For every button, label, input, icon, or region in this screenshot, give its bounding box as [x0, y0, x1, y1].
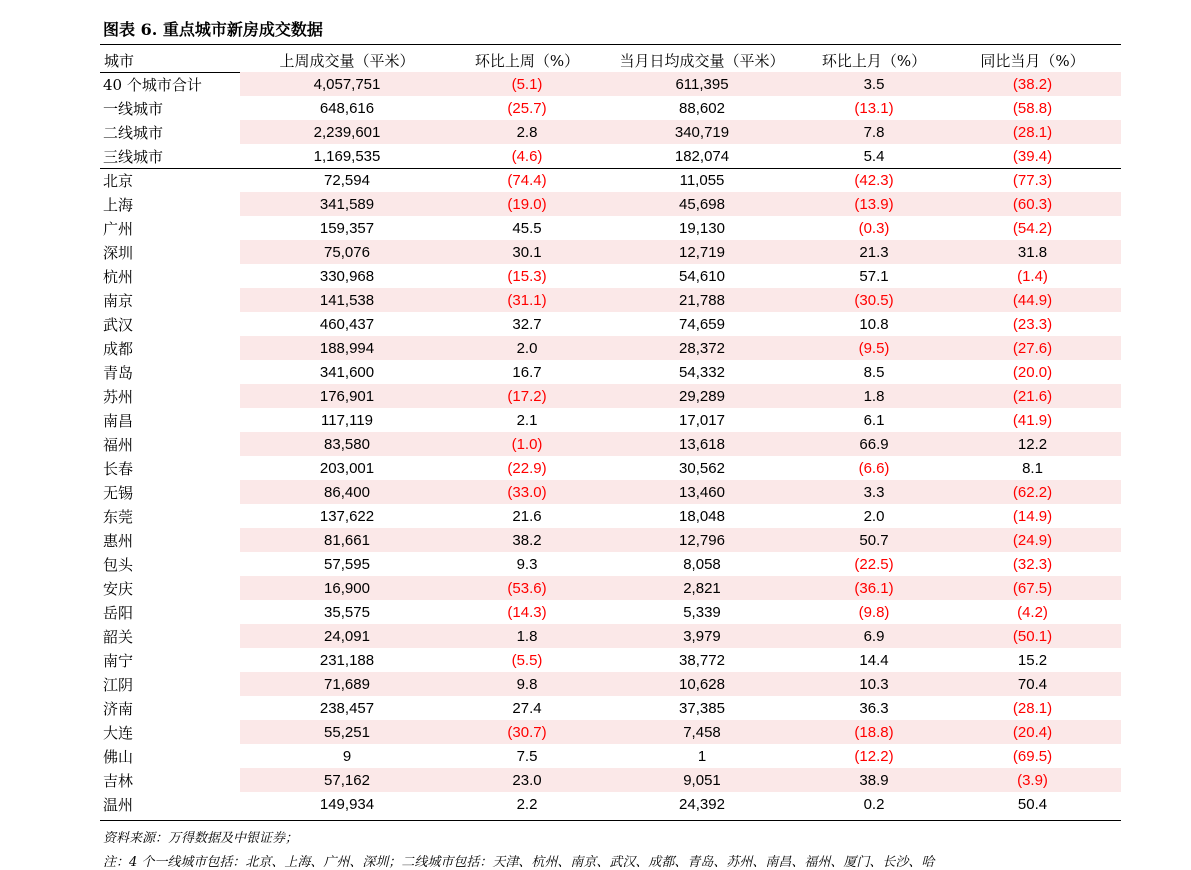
cell-yoy: (39.4) [1012, 147, 1053, 165]
cell-month-daily: 30,562 [679, 459, 725, 477]
cell-month-daily: 18,048 [679, 507, 725, 525]
column-header-city: 城市 [104, 51, 135, 70]
cell-week-volume: 117,119 [321, 411, 373, 429]
cell-yoy: (60.3) [944, 192, 1121, 216]
cell-wow: 2.2 [516, 795, 538, 813]
cell-mom: 57.1 [859, 267, 889, 285]
cell-mom: 10.8 [859, 315, 889, 333]
cell-yoy: (28.1) [944, 120, 1121, 144]
cell-month-daily: 13,460 [600, 480, 804, 504]
cell-yoy: (27.6) [944, 336, 1121, 360]
cell-month-daily: 17,017 [679, 411, 725, 429]
cell-week-volume: 330,968 [319, 267, 375, 285]
cell-week-volume: 35,575 [324, 603, 370, 621]
cell-wow: 7.5 [516, 747, 538, 765]
cell-month-daily: 45,698 [600, 192, 804, 216]
cell-month-daily: 37,385 [679, 699, 725, 717]
table-row [100, 408, 1121, 432]
table-row [100, 312, 1121, 336]
cell-city: 成都 [103, 339, 134, 358]
cell-month-daily: 29,289 [600, 384, 804, 408]
cell-wow: 2.1 [516, 411, 538, 429]
table-row [100, 192, 1121, 216]
cell-mom: 21.3 [804, 240, 944, 264]
table-row [100, 720, 1121, 744]
table-row [100, 672, 1121, 696]
cell-week-volume: 141,538 [240, 288, 454, 312]
cell-wow: (17.2) [454, 384, 600, 408]
cell-yoy: (28.1) [1012, 699, 1053, 717]
cell-month-daily: 38,772 [679, 651, 725, 669]
table-row [100, 504, 1121, 528]
cell-mom: (22.5) [854, 555, 894, 573]
table-row [100, 168, 1121, 192]
cell-yoy: (23.3) [1012, 315, 1053, 333]
cell-week-volume: 4,057,751 [240, 72, 454, 96]
cell-month-daily: 54,610 [679, 267, 725, 285]
cell-wow: 30.1 [454, 240, 600, 264]
cell-yoy: (32.3) [1012, 555, 1053, 573]
cell-week-volume: 137,622 [319, 507, 375, 525]
cell-yoy: (20.0) [1012, 363, 1053, 381]
table-row [100, 456, 1121, 480]
new-home-transaction-table [100, 48, 1121, 816]
cell-mom: 5.4 [863, 147, 885, 165]
cell-wow: (14.3) [507, 603, 547, 621]
cell-month-daily: 11,055 [679, 171, 725, 189]
cell-mom: 38.9 [804, 768, 944, 792]
cell-wow: 32.7 [512, 315, 542, 333]
cell-city: 南昌 [103, 411, 134, 430]
cell-city: 吉林 [103, 771, 134, 790]
cell-city: 苏州 [103, 387, 134, 406]
cell-yoy: (41.9) [1012, 411, 1053, 429]
cell-month-daily: 7,458 [600, 720, 804, 744]
table-row [100, 264, 1121, 288]
cell-mom: (18.8) [804, 720, 944, 744]
cell-city: 青岛 [103, 363, 134, 382]
table-row [100, 120, 1121, 144]
table-row [100, 144, 1121, 168]
cell-week-volume: 72,594 [324, 171, 370, 189]
cell-month-daily: 340,719 [600, 120, 804, 144]
table-row [100, 432, 1121, 456]
cell-yoy: 15.2 [1017, 651, 1048, 669]
cell-yoy: (62.2) [944, 480, 1121, 504]
cell-wow: 27.4 [512, 699, 542, 717]
cell-week-volume: 188,994 [240, 336, 454, 360]
cell-city: 40 个城市合计 [103, 75, 202, 94]
cell-week-volume: 231,188 [319, 651, 375, 669]
cell-mom: (13.1) [854, 99, 894, 117]
cell-week-volume: 81,661 [240, 528, 454, 552]
cell-mom: (6.6) [858, 459, 890, 477]
cell-city: 济南 [103, 699, 134, 718]
cell-wow: (25.7) [507, 99, 547, 117]
cell-month-daily: 2,821 [600, 576, 804, 600]
cell-wow: (33.0) [454, 480, 600, 504]
table-row [100, 528, 1121, 552]
cell-month-daily: 88,602 [679, 99, 725, 117]
cell-city: 温州 [103, 795, 134, 814]
cell-city: 上海 [103, 195, 134, 214]
cell-week-volume: 71,689 [240, 672, 454, 696]
cell-mom: 3.5 [804, 72, 944, 96]
cell-city: 广州 [103, 219, 134, 238]
cell-city: 杭州 [103, 267, 134, 286]
cell-city: 无锡 [103, 483, 134, 502]
cell-month-daily: 1 [697, 747, 707, 765]
cell-week-volume: 341,600 [319, 363, 375, 381]
cell-week-volume: 86,400 [240, 480, 454, 504]
cell-city: 包头 [103, 555, 134, 574]
cell-month-daily: 3,979 [600, 624, 804, 648]
cell-week-volume: 159,357 [319, 219, 375, 237]
cell-month-daily: 12,719 [600, 240, 804, 264]
cell-month-daily: 13,618 [600, 432, 804, 456]
column-header-wow: 环比上周（%） [474, 51, 580, 70]
cell-yoy: (1.4) [1017, 267, 1048, 285]
cell-mom: 6.9 [804, 624, 944, 648]
cell-week-volume: 460,437 [319, 315, 375, 333]
cell-city: 东莞 [103, 507, 134, 526]
cell-mom: 10.3 [804, 672, 944, 696]
cell-yoy: (20.4) [944, 720, 1121, 744]
cell-mom: 0.2 [863, 795, 885, 813]
table-row [100, 288, 1121, 312]
cell-month-daily: 19,130 [679, 219, 725, 237]
cell-city: 韶关 [103, 627, 134, 646]
column-header-mom: 环比上月（%） [821, 51, 927, 70]
table-row [100, 336, 1121, 360]
table-row [100, 744, 1121, 768]
cell-week-volume: 203,001 [319, 459, 375, 477]
cell-yoy: (4.2) [1017, 603, 1048, 621]
cell-city: 佛山 [103, 747, 134, 766]
cell-mom: 36.3 [859, 699, 889, 717]
cell-yoy: 12.2 [944, 432, 1121, 456]
bottom-rule [100, 820, 1121, 821]
cell-wow: (31.1) [454, 288, 600, 312]
cell-city: 南宁 [103, 651, 134, 670]
cell-week-volume: 1,169,535 [313, 147, 381, 165]
cell-wow: (4.6) [511, 147, 543, 165]
cell-week-volume: 57,595 [324, 555, 370, 573]
cell-yoy: 50.4 [1017, 795, 1048, 813]
cell-month-daily: 9,051 [600, 768, 804, 792]
cell-month-daily: 8,058 [683, 555, 721, 573]
cell-wow: (74.4) [507, 171, 547, 189]
cell-mom: (9.5) [804, 336, 944, 360]
table-title: 图表 6. 重点城市新房成交数据 [103, 20, 323, 39]
cell-yoy: (77.3) [1012, 171, 1053, 189]
cell-city: 南京 [103, 291, 134, 310]
cell-city: 安庆 [103, 579, 134, 598]
summary-rows [100, 72, 1121, 168]
cell-week-volume: 55,251 [240, 720, 454, 744]
cell-week-volume: 16,900 [240, 576, 454, 600]
cell-city: 武汉 [103, 315, 134, 334]
cell-mom: 8.5 [863, 363, 885, 381]
cell-month-daily: 12,796 [600, 528, 804, 552]
cell-wow: (15.3) [507, 267, 547, 285]
table-row [100, 696, 1121, 720]
cell-mom: (36.1) [804, 576, 944, 600]
cell-mom: (12.2) [854, 747, 894, 765]
cell-wow: 23.0 [454, 768, 600, 792]
cell-month-daily: 74,659 [679, 315, 725, 333]
cell-yoy: (24.9) [944, 528, 1121, 552]
cell-mom: 1.8 [804, 384, 944, 408]
cell-yoy: 70.4 [944, 672, 1121, 696]
cell-month-daily: 21,788 [600, 288, 804, 312]
cell-week-volume: 9 [342, 747, 352, 765]
cell-wow: 2.0 [454, 336, 600, 360]
table-row [100, 576, 1121, 600]
cell-mom: (0.3) [858, 219, 890, 237]
cell-month-daily: 611,395 [600, 72, 804, 96]
source-note: 资料来源：万得数据及中银证券； [103, 831, 299, 846]
city-rows [100, 168, 1121, 816]
cell-yoy: 8.1 [1022, 459, 1043, 477]
cell-wow: 16.7 [512, 363, 542, 381]
table-row [100, 216, 1121, 240]
table-row [100, 480, 1121, 504]
cell-week-volume: 2,239,601 [240, 120, 454, 144]
cell-yoy: (58.8) [1012, 99, 1053, 117]
table-row [100, 72, 1121, 96]
table-row [100, 600, 1121, 624]
table-row [100, 360, 1121, 384]
cell-wow: 1.8 [454, 624, 600, 648]
cell-city: 北京 [103, 171, 134, 190]
cell-yoy: (54.2) [1012, 219, 1053, 237]
cell-month-daily: 182,074 [674, 147, 730, 165]
cell-week-volume: 75,076 [240, 240, 454, 264]
cell-week-volume: 24,091 [240, 624, 454, 648]
cell-wow: (1.0) [454, 432, 600, 456]
cell-city: 深圳 [103, 243, 134, 262]
cell-mom: 50.7 [804, 528, 944, 552]
cell-month-daily: 54,332 [679, 363, 725, 381]
cell-yoy: (38.2) [944, 72, 1121, 96]
table-row [100, 96, 1121, 120]
cell-mom: 6.1 [863, 411, 885, 429]
cell-wow: (53.6) [454, 576, 600, 600]
cell-yoy: (44.9) [944, 288, 1121, 312]
cell-week-volume: 57,162 [240, 768, 454, 792]
cell-wow: 2.8 [454, 120, 600, 144]
cell-month-daily: 24,392 [679, 795, 725, 813]
cell-mom: 3.3 [804, 480, 944, 504]
table-row [100, 648, 1121, 672]
cell-mom: 66.9 [804, 432, 944, 456]
cell-city: 二线城市 [103, 123, 164, 142]
cell-wow: 38.2 [454, 528, 600, 552]
cell-wow: (5.5) [511, 651, 543, 669]
cell-city: 岳阳 [103, 603, 134, 622]
cell-mom: (9.8) [858, 603, 890, 621]
cell-city: 大连 [103, 723, 134, 742]
column-header-week-volume: 上周成交量（平米） [279, 51, 415, 70]
cell-month-daily: 28,372 [600, 336, 804, 360]
cell-mom: (42.3) [854, 171, 894, 189]
cell-wow: (30.7) [454, 720, 600, 744]
cell-yoy: 31.8 [944, 240, 1121, 264]
cell-yoy: (69.5) [1012, 747, 1053, 765]
cell-wow: 21.6 [512, 507, 542, 525]
cell-mom: 2.0 [863, 507, 885, 525]
cell-yoy: (3.9) [944, 768, 1121, 792]
cell-week-volume: 648,616 [319, 99, 375, 117]
cell-week-volume: 176,901 [240, 384, 454, 408]
cell-city: 三线城市 [103, 147, 164, 166]
cell-city: 惠州 [103, 531, 134, 550]
column-header-yoy: 同比当月（%） [980, 51, 1085, 70]
cell-yoy: (14.9) [1012, 507, 1053, 525]
top-rule [100, 44, 1121, 45]
cell-wow: 9.8 [454, 672, 600, 696]
cell-mom: (13.9) [804, 192, 944, 216]
cell-mom: (30.5) [804, 288, 944, 312]
table-row [100, 792, 1121, 816]
cell-city: 一线城市 [103, 99, 164, 118]
cell-yoy: (67.5) [944, 576, 1121, 600]
cell-yoy: (50.1) [944, 624, 1121, 648]
cell-wow: (19.0) [454, 192, 600, 216]
cell-wow: (5.1) [454, 72, 600, 96]
table-row [100, 624, 1121, 648]
cell-wow: 9.3 [516, 555, 538, 573]
table-row [100, 768, 1121, 792]
cell-city: 长春 [103, 459, 134, 478]
cell-week-volume: 83,580 [240, 432, 454, 456]
cell-city: 福州 [103, 435, 134, 454]
cell-mom: 14.4 [859, 651, 889, 669]
cell-month-daily: 5,339 [683, 603, 721, 621]
cell-wow: (22.9) [507, 459, 547, 477]
cell-mom: 7.8 [804, 120, 944, 144]
cell-wow: 45.5 [512, 219, 542, 237]
footnote: 注：4 个一线城市包括：北京、上海、广州、深圳；二线城市包括：天津、杭州、南京、武汉、成都、青岛、苏州、南昌、福州、厦门、长沙、哈 [103, 855, 935, 870]
cell-yoy: (21.6) [944, 384, 1121, 408]
table-row [100, 240, 1121, 264]
column-header-month-daily: 当月日均成交量（平米） [619, 51, 785, 70]
table-row [100, 552, 1121, 576]
cell-city: 江阴 [103, 675, 134, 694]
cell-week-volume: 149,934 [319, 795, 375, 813]
table-row [100, 384, 1121, 408]
cell-week-volume: 238,457 [319, 699, 375, 717]
header-row [100, 48, 1121, 72]
cell-week-volume: 341,589 [240, 192, 454, 216]
cell-month-daily: 10,628 [600, 672, 804, 696]
